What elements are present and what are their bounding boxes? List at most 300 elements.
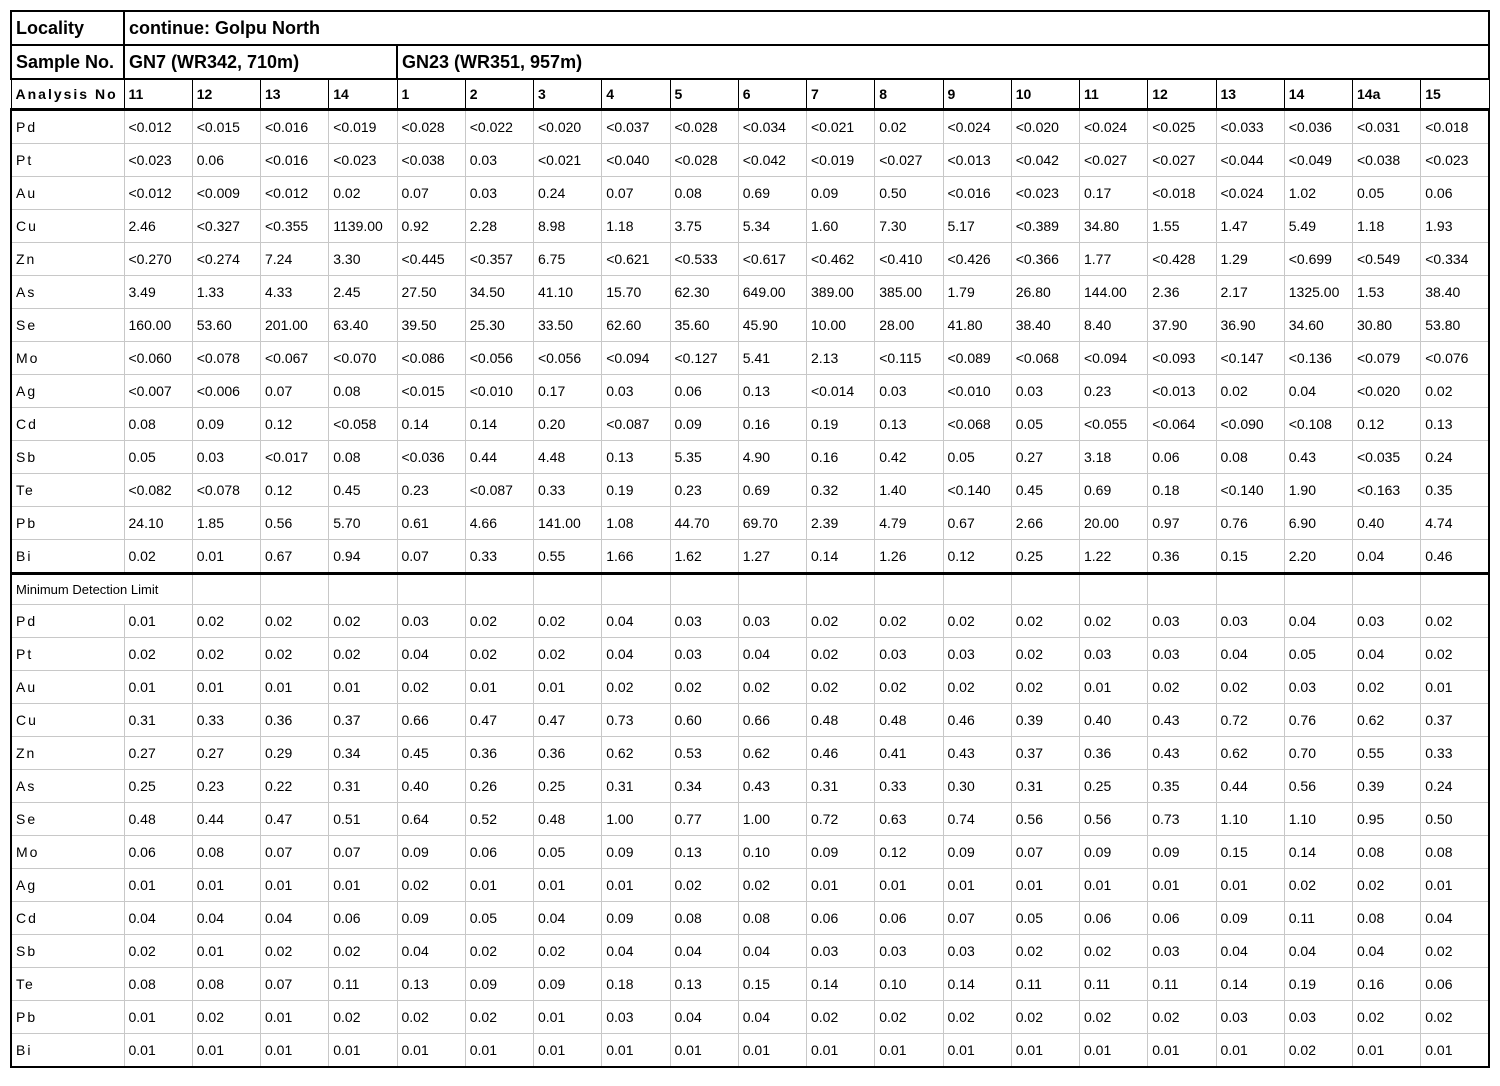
table-cell: 0.01 bbox=[943, 869, 1011, 902]
table-cell: 37.90 bbox=[1148, 309, 1216, 342]
table-cell: 0.02 bbox=[192, 605, 260, 638]
table-cell: 0.08 bbox=[1353, 836, 1421, 869]
table-cell: 0.03 bbox=[1284, 671, 1352, 704]
table-cell: <0.023 bbox=[329, 144, 397, 177]
table-cell: 0.01 bbox=[261, 1034, 329, 1068]
table-cell: 0.01 bbox=[602, 1034, 670, 1068]
table-cell: 0.09 bbox=[397, 902, 465, 935]
element-label: Zn bbox=[11, 737, 124, 770]
table-cell: 0.02 bbox=[465, 638, 533, 671]
table-cell: 0.12 bbox=[261, 408, 329, 441]
table-cell: 0.42 bbox=[875, 441, 943, 474]
table-cell: 0.07 bbox=[397, 540, 465, 574]
element-label: Mo bbox=[11, 836, 124, 869]
table-cell: 3.30 bbox=[329, 243, 397, 276]
table-cell: 0.01 bbox=[1353, 1034, 1421, 1068]
table-cell: 0.73 bbox=[602, 704, 670, 737]
table-cell: 34.60 bbox=[1284, 309, 1352, 342]
table-cell: 0.74 bbox=[943, 803, 1011, 836]
table-cell: <0.136 bbox=[1284, 342, 1352, 375]
table-cell: <0.014 bbox=[807, 375, 875, 408]
table-cell: 0.02 bbox=[1148, 1001, 1216, 1034]
table-cell: 0.04 bbox=[1284, 935, 1352, 968]
table-cell: 0.61 bbox=[397, 507, 465, 540]
empty-cell bbox=[1080, 574, 1148, 605]
table-cell: 1.93 bbox=[1421, 210, 1489, 243]
table-cell: <0.068 bbox=[943, 408, 1011, 441]
table-cell: 0.02 bbox=[397, 1001, 465, 1034]
table-cell: <0.366 bbox=[1011, 243, 1079, 276]
table-cell: 20.00 bbox=[1080, 507, 1148, 540]
table-cell: 69.70 bbox=[738, 507, 806, 540]
analysis-number: 3 bbox=[534, 79, 602, 110]
table-cell: 0.62 bbox=[1216, 737, 1284, 770]
table-cell: 0.08 bbox=[1353, 902, 1421, 935]
mdl-row bbox=[11, 1001, 1489, 1034]
table-cell: <0.010 bbox=[943, 375, 1011, 408]
table-cell: 0.03 bbox=[1148, 605, 1216, 638]
table-cell: 0.92 bbox=[397, 210, 465, 243]
table-cell: 0.17 bbox=[534, 375, 602, 408]
table-cell: 0.05 bbox=[1011, 408, 1079, 441]
empty-cell bbox=[602, 574, 670, 605]
table-cell: <0.027 bbox=[1080, 144, 1148, 177]
table-cell: <0.549 bbox=[1353, 243, 1421, 276]
mdl-row bbox=[11, 638, 1489, 671]
table-cell: 0.94 bbox=[329, 540, 397, 574]
table-cell: 0.36 bbox=[465, 737, 533, 770]
table-cell: 0.02 bbox=[602, 671, 670, 704]
mdl-row bbox=[11, 869, 1489, 902]
table-cell: <0.038 bbox=[397, 144, 465, 177]
table-cell: 4.79 bbox=[875, 507, 943, 540]
table-cell: 4.74 bbox=[1421, 507, 1489, 540]
table-cell: 0.11 bbox=[1148, 968, 1216, 1001]
table-cell: 0.72 bbox=[807, 803, 875, 836]
table-cell: 0.24 bbox=[534, 177, 602, 210]
table-cell: 41.80 bbox=[943, 309, 1011, 342]
table-cell: 0.73 bbox=[1148, 803, 1216, 836]
table-cell: 0.66 bbox=[738, 704, 806, 737]
table-cell: 0.01 bbox=[465, 869, 533, 902]
table-cell: 0.02 bbox=[192, 1001, 260, 1034]
table-cell: 0.19 bbox=[1284, 968, 1352, 1001]
table-cell: 0.01 bbox=[124, 605, 192, 638]
table-cell: 0.03 bbox=[1216, 1001, 1284, 1034]
table-cell: 0.05 bbox=[1353, 177, 1421, 210]
analysis-number: 12 bbox=[192, 79, 260, 110]
empty-cell bbox=[875, 574, 943, 605]
table-cell: 0.44 bbox=[192, 803, 260, 836]
table-cell: <0.023 bbox=[124, 144, 192, 177]
table-cell: <0.019 bbox=[807, 144, 875, 177]
table-cell: 63.40 bbox=[329, 309, 397, 342]
data-sheet bbox=[10, 10, 1488, 1068]
table-cell: 0.01 bbox=[397, 1034, 465, 1068]
table-cell: 0.34 bbox=[329, 737, 397, 770]
table-cell: 201.00 bbox=[261, 309, 329, 342]
table-cell: 0.08 bbox=[124, 408, 192, 441]
table-cell: 0.03 bbox=[1080, 638, 1148, 671]
table-cell: 0.03 bbox=[875, 935, 943, 968]
mdl-row bbox=[11, 1034, 1489, 1068]
table-cell: <0.033 bbox=[1216, 110, 1284, 144]
element-label: Ag bbox=[11, 375, 124, 408]
table-cell: 0.40 bbox=[1353, 507, 1421, 540]
table-cell: 0.03 bbox=[1148, 638, 1216, 671]
table-cell: 0.69 bbox=[1080, 474, 1148, 507]
table-cell: 0.63 bbox=[875, 803, 943, 836]
table-cell: 0.56 bbox=[1011, 803, 1079, 836]
table-cell: 1.40 bbox=[875, 474, 943, 507]
empty-cell bbox=[192, 574, 260, 605]
table-cell: 0.46 bbox=[807, 737, 875, 770]
table-cell: <0.082 bbox=[124, 474, 192, 507]
table-cell: 28.00 bbox=[875, 309, 943, 342]
table-cell: <0.127 bbox=[670, 342, 738, 375]
table-cell: 0.02 bbox=[1080, 605, 1148, 638]
empty-cell bbox=[261, 574, 329, 605]
table-cell: 0.37 bbox=[1011, 737, 1079, 770]
table-cell: 0.09 bbox=[534, 968, 602, 1001]
table-cell: 1.53 bbox=[1353, 276, 1421, 309]
table-cell: 0.45 bbox=[397, 737, 465, 770]
table-cell: 4.48 bbox=[534, 441, 602, 474]
table-cell: <0.389 bbox=[1011, 210, 1079, 243]
table-cell: <0.016 bbox=[943, 177, 1011, 210]
table-cell: 0.16 bbox=[807, 441, 875, 474]
table-cell: 0.01 bbox=[261, 1001, 329, 1034]
element-label: Cu bbox=[11, 704, 124, 737]
table-cell: 0.02 bbox=[329, 1001, 397, 1034]
table-cell: 0.04 bbox=[738, 935, 806, 968]
table-cell: 3.18 bbox=[1080, 441, 1148, 474]
table-cell: 0.02 bbox=[738, 869, 806, 902]
table-cell: 0.06 bbox=[875, 902, 943, 935]
table-cell: 4.90 bbox=[738, 441, 806, 474]
table-cell: <0.079 bbox=[1353, 342, 1421, 375]
table-cell: 0.03 bbox=[1011, 375, 1079, 408]
table-cell: <0.094 bbox=[1080, 342, 1148, 375]
table-cell: 0.14 bbox=[807, 968, 875, 1001]
table-cell: 0.08 bbox=[329, 375, 397, 408]
table-cell: 34.80 bbox=[1080, 210, 1148, 243]
table-cell: 38.40 bbox=[1011, 309, 1079, 342]
element-row bbox=[11, 177, 1489, 210]
table-cell: <0.012 bbox=[124, 110, 192, 144]
table-cell: <0.028 bbox=[397, 110, 465, 144]
table-cell: 0.01 bbox=[1148, 1034, 1216, 1068]
table-cell: 3.49 bbox=[124, 276, 192, 309]
table-cell: 1.18 bbox=[1353, 210, 1421, 243]
table-cell: 0.12 bbox=[943, 540, 1011, 574]
element-label: Cd bbox=[11, 902, 124, 935]
table-cell: 0.07 bbox=[261, 836, 329, 869]
table-cell: 0.06 bbox=[1080, 902, 1148, 935]
table-cell: <0.027 bbox=[875, 144, 943, 177]
table-cell: 0.02 bbox=[1216, 671, 1284, 704]
table-cell: 0.05 bbox=[943, 441, 1011, 474]
table-cell: 7.24 bbox=[261, 243, 329, 276]
table-cell: 0.34 bbox=[670, 770, 738, 803]
table-cell: 0.35 bbox=[1148, 770, 1216, 803]
analysis-number: 6 bbox=[738, 79, 806, 110]
table-cell: 0.23 bbox=[397, 474, 465, 507]
table-cell: 2.46 bbox=[124, 210, 192, 243]
table-cell: 0.01 bbox=[1080, 671, 1148, 704]
table-cell: 62.30 bbox=[670, 276, 738, 309]
table-cell: 0.07 bbox=[1011, 836, 1079, 869]
table-cell: <0.021 bbox=[807, 110, 875, 144]
table-cell: 44.70 bbox=[670, 507, 738, 540]
table-cell: <0.056 bbox=[534, 342, 602, 375]
table-cell: 0.01 bbox=[329, 1034, 397, 1068]
table-cell: <0.163 bbox=[1353, 474, 1421, 507]
table-cell: 0.14 bbox=[397, 408, 465, 441]
table-cell: 0.48 bbox=[807, 704, 875, 737]
table-cell: 0.04 bbox=[1284, 605, 1352, 638]
table-cell: 0.09 bbox=[192, 408, 260, 441]
table-cell: <0.042 bbox=[1011, 144, 1079, 177]
table-cell: 0.03 bbox=[670, 638, 738, 671]
analysis-number: 5 bbox=[670, 79, 738, 110]
table-cell: 0.44 bbox=[465, 441, 533, 474]
table-cell: <0.044 bbox=[1216, 144, 1284, 177]
table-cell: <0.027 bbox=[1148, 144, 1216, 177]
analysis-number: 11 bbox=[124, 79, 192, 110]
table-cell: 0.02 bbox=[1421, 935, 1489, 968]
table-cell: <0.064 bbox=[1148, 408, 1216, 441]
table-cell: 4.33 bbox=[261, 276, 329, 309]
table-cell: 0.08 bbox=[670, 177, 738, 210]
table-cell: 0.25 bbox=[124, 770, 192, 803]
element-label: Sb bbox=[11, 441, 124, 474]
table-cell: 0.03 bbox=[192, 441, 260, 474]
table-cell: 0.03 bbox=[465, 144, 533, 177]
sample-row bbox=[11, 45, 1489, 79]
table-cell: 1.90 bbox=[1284, 474, 1352, 507]
table-cell: 0.77 bbox=[670, 803, 738, 836]
table-cell: 0.19 bbox=[602, 474, 670, 507]
table-cell: 0.43 bbox=[1148, 704, 1216, 737]
table-cell: 0.31 bbox=[329, 770, 397, 803]
mdl-title: Minimum Detection Limit bbox=[11, 574, 192, 605]
table-cell: <0.036 bbox=[1284, 110, 1352, 144]
table-cell: <0.093 bbox=[1148, 342, 1216, 375]
mdl-row bbox=[11, 902, 1489, 935]
table-cell: 0.02 bbox=[329, 177, 397, 210]
table-cell: 0.51 bbox=[329, 803, 397, 836]
table-cell: 0.01 bbox=[124, 1001, 192, 1034]
table-cell: 0.02 bbox=[124, 638, 192, 671]
table-cell: 0.31 bbox=[602, 770, 670, 803]
analysis-number: 14 bbox=[1284, 79, 1352, 110]
table-cell: 0.03 bbox=[943, 935, 1011, 968]
table-cell: 0.08 bbox=[1421, 836, 1489, 869]
table-cell: <0.428 bbox=[1148, 243, 1216, 276]
table-cell: 0.97 bbox=[1148, 507, 1216, 540]
table-cell: <0.016 bbox=[261, 110, 329, 144]
table-cell: <0.013 bbox=[943, 144, 1011, 177]
table-cell: 0.10 bbox=[738, 836, 806, 869]
table-cell: 0.02 bbox=[807, 1001, 875, 1034]
table-cell: <0.068 bbox=[1011, 342, 1079, 375]
table-cell: 0.01 bbox=[534, 1001, 602, 1034]
table-cell: 0.02 bbox=[1011, 605, 1079, 638]
table-cell: 0.02 bbox=[1421, 638, 1489, 671]
table-cell: 24.10 bbox=[124, 507, 192, 540]
table-cell: 0.01 bbox=[192, 869, 260, 902]
table-cell: <0.016 bbox=[261, 144, 329, 177]
table-cell: 144.00 bbox=[1080, 276, 1148, 309]
table-cell: <0.426 bbox=[943, 243, 1011, 276]
table-cell: 0.39 bbox=[1353, 770, 1421, 803]
table-cell: <0.089 bbox=[943, 342, 1011, 375]
table-cell: 8.40 bbox=[1080, 309, 1148, 342]
table-body bbox=[11, 11, 1489, 1067]
table-cell: 0.27 bbox=[124, 737, 192, 770]
table-cell: 0.03 bbox=[602, 375, 670, 408]
table-cell: <0.327 bbox=[192, 210, 260, 243]
table-cell: 0.01 bbox=[192, 540, 260, 574]
table-cell: 0.08 bbox=[1216, 441, 1284, 474]
table-cell: 0.41 bbox=[875, 737, 943, 770]
table-cell: <0.024 bbox=[1080, 110, 1148, 144]
table-cell: 5.35 bbox=[670, 441, 738, 474]
table-cell: 0.08 bbox=[329, 441, 397, 474]
table-cell: 0.25 bbox=[1011, 540, 1079, 574]
table-cell: 0.33 bbox=[534, 474, 602, 507]
table-cell: 0.13 bbox=[1421, 408, 1489, 441]
table-cell: 0.01 bbox=[1421, 671, 1489, 704]
table-cell: <0.010 bbox=[465, 375, 533, 408]
table-cell: 0.06 bbox=[329, 902, 397, 935]
table-cell: 0.01 bbox=[534, 671, 602, 704]
table-cell: 0.06 bbox=[1148, 902, 1216, 935]
table-cell: 0.02 bbox=[670, 869, 738, 902]
table-cell: 0.46 bbox=[943, 704, 1011, 737]
table-cell: 0.06 bbox=[1148, 441, 1216, 474]
table-cell: 0.02 bbox=[261, 605, 329, 638]
table-cell: <0.012 bbox=[124, 177, 192, 210]
table-cell: 0.04 bbox=[738, 638, 806, 671]
table-cell: 0.25 bbox=[1080, 770, 1148, 803]
table-cell: 62.60 bbox=[602, 309, 670, 342]
table-cell: 2.66 bbox=[1011, 507, 1079, 540]
table-cell: 0.56 bbox=[1284, 770, 1352, 803]
table-cell: 0.02 bbox=[192, 638, 260, 671]
table-cell: 0.50 bbox=[875, 177, 943, 210]
element-label: Pt bbox=[11, 144, 124, 177]
analysis-number: 2 bbox=[465, 79, 533, 110]
element-label: Pd bbox=[11, 110, 124, 144]
table-cell: <0.056 bbox=[465, 342, 533, 375]
table-cell: 0.01 bbox=[670, 1034, 738, 1068]
element-row bbox=[11, 474, 1489, 507]
table-cell: 0.02 bbox=[329, 605, 397, 638]
table-cell: 5.41 bbox=[738, 342, 806, 375]
table-cell: <0.020 bbox=[534, 110, 602, 144]
table-cell: 0.09 bbox=[602, 836, 670, 869]
table-cell: 0.31 bbox=[1011, 770, 1079, 803]
element-label: Ag bbox=[11, 869, 124, 902]
table-cell: 2.17 bbox=[1216, 276, 1284, 309]
table-cell: 0.31 bbox=[124, 704, 192, 737]
table-cell: 0.04 bbox=[670, 935, 738, 968]
table-cell: 0.01 bbox=[875, 869, 943, 902]
table-cell: 0.15 bbox=[1216, 836, 1284, 869]
table-cell: 3.75 bbox=[670, 210, 738, 243]
empty-cell bbox=[738, 574, 806, 605]
empty-cell bbox=[465, 574, 533, 605]
table-cell: 0.01 bbox=[602, 869, 670, 902]
table-cell: 6.75 bbox=[534, 243, 602, 276]
table-cell: 0.03 bbox=[1148, 935, 1216, 968]
table-cell: 0.02 bbox=[465, 1001, 533, 1034]
table-cell: 0.37 bbox=[329, 704, 397, 737]
table-cell: <0.023 bbox=[1011, 177, 1079, 210]
table-cell: 0.04 bbox=[738, 1001, 806, 1034]
table-cell: 0.60 bbox=[670, 704, 738, 737]
element-label: Pb bbox=[11, 507, 124, 540]
table-cell: 0.03 bbox=[1353, 605, 1421, 638]
empty-cell bbox=[329, 574, 397, 605]
table-cell: 26.80 bbox=[1011, 276, 1079, 309]
table-cell: 0.24 bbox=[1421, 441, 1489, 474]
analysis-number: 13 bbox=[261, 79, 329, 110]
table-cell: 0.05 bbox=[1284, 638, 1352, 671]
table-cell: 0.12 bbox=[875, 836, 943, 869]
table-cell: 0.01 bbox=[534, 1034, 602, 1068]
table-cell: 0.01 bbox=[261, 869, 329, 902]
table-cell: <0.147 bbox=[1216, 342, 1284, 375]
table-cell: 0.04 bbox=[1421, 902, 1489, 935]
analysis-number: 11 bbox=[1080, 79, 1148, 110]
mdl-row bbox=[11, 968, 1489, 1001]
table-cell: 38.40 bbox=[1421, 276, 1489, 309]
table-cell: 0.29 bbox=[261, 737, 329, 770]
table-cell: 1139.00 bbox=[329, 210, 397, 243]
table-cell: 5.49 bbox=[1284, 210, 1352, 243]
empty-cell bbox=[943, 574, 1011, 605]
element-label: Mo bbox=[11, 342, 124, 375]
table-cell: 0.01 bbox=[1148, 869, 1216, 902]
table-cell: 0.76 bbox=[1284, 704, 1352, 737]
table-cell: 1.10 bbox=[1284, 803, 1352, 836]
table-cell: 8.98 bbox=[534, 210, 602, 243]
table-cell: 0.03 bbox=[1284, 1001, 1352, 1034]
analysis-number: 9 bbox=[943, 79, 1011, 110]
table-cell: <0.087 bbox=[465, 474, 533, 507]
table-cell: <0.035 bbox=[1353, 441, 1421, 474]
table-cell: <0.019 bbox=[329, 110, 397, 144]
table-cell: 10.00 bbox=[807, 309, 875, 342]
table-cell: 25.30 bbox=[465, 309, 533, 342]
mdl-row bbox=[11, 605, 1489, 638]
table-cell: 2.20 bbox=[1284, 540, 1352, 574]
element-label: Pb bbox=[11, 1001, 124, 1034]
table-cell: 1.22 bbox=[1080, 540, 1148, 574]
table-cell: 0.06 bbox=[1421, 968, 1489, 1001]
table-cell: 5.34 bbox=[738, 210, 806, 243]
table-cell: 0.04 bbox=[670, 1001, 738, 1034]
table-cell: 389.00 bbox=[807, 276, 875, 309]
table-cell: <0.006 bbox=[192, 375, 260, 408]
table-cell: <0.028 bbox=[670, 110, 738, 144]
table-cell: 0.36 bbox=[261, 704, 329, 737]
table-cell: 0.02 bbox=[465, 605, 533, 638]
table-cell: 0.03 bbox=[465, 177, 533, 210]
